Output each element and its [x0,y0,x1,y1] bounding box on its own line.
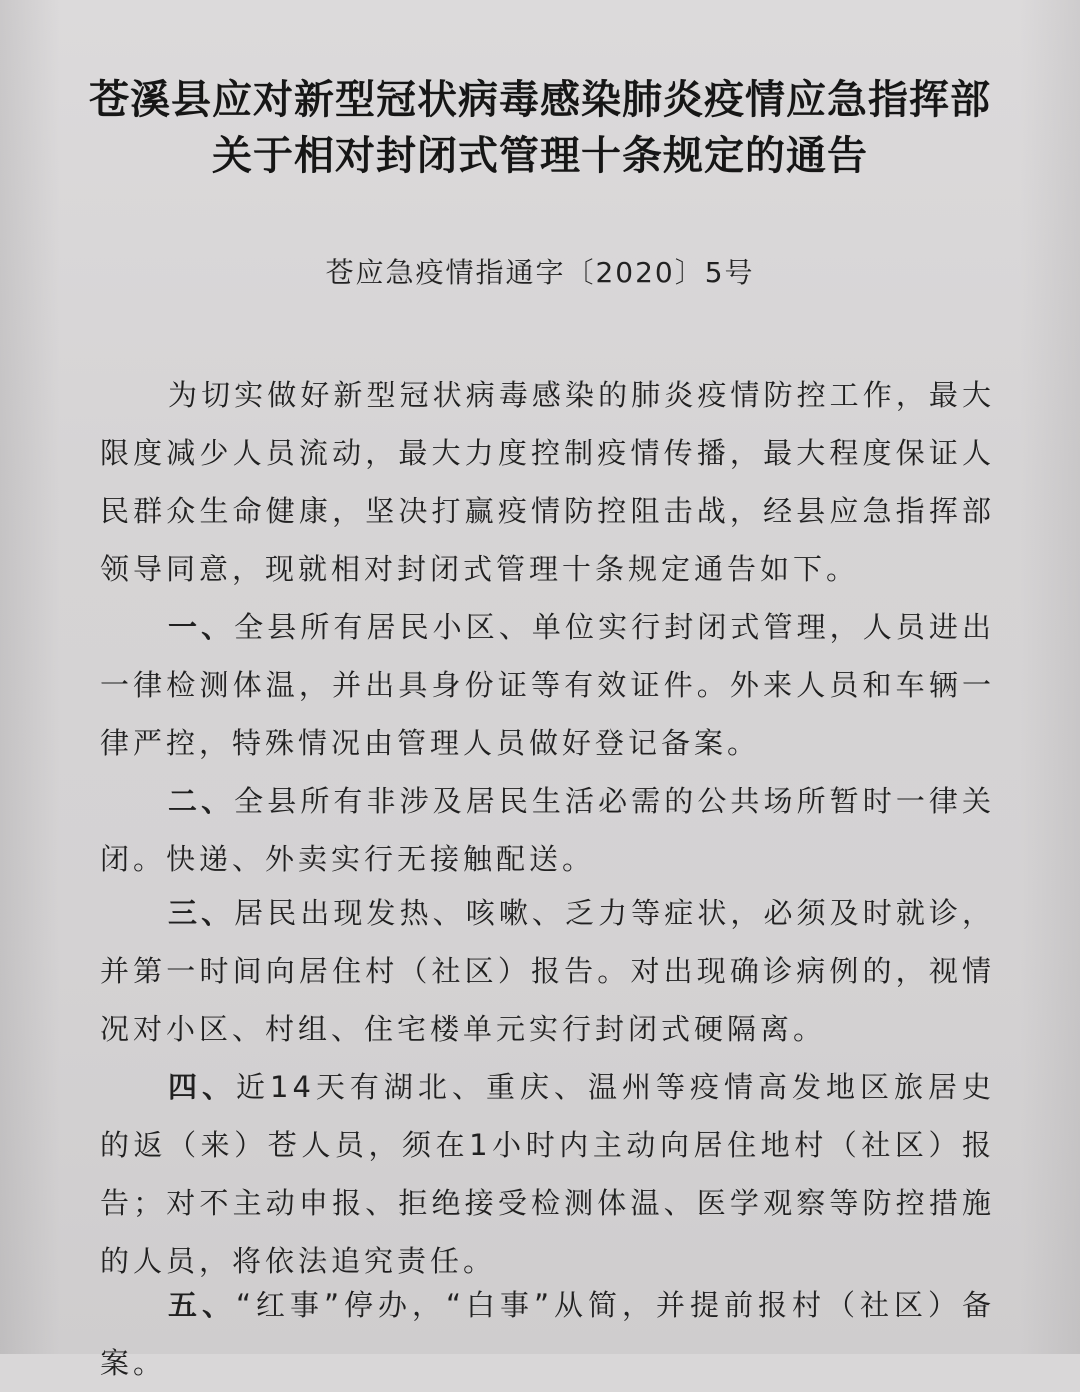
notice-title-line-2: 关于相对封闭式管理十条规定的通告 [212,132,868,179]
regulation-item-1 [100,598,995,772]
regulation-text: 全县所有居民小区、单位实行封闭式管理，人员进出一律检测体温，并出具身份证等有效证件。外来人员和车辆一律严控，特殊情况由管理人员做好登记备案。 [100,610,995,760]
notice-title-line-1: 苍溪县应对新型冠状病毒感染肺炎疫情应急指挥部 [89,76,991,123]
page-shadow-left [0,0,60,1354]
regulation-item-2 [100,772,995,888]
regulation-item-5 [100,1276,995,1392]
page-shadow-right [1020,0,1080,1354]
regulation-item-3 [100,884,995,1058]
regulation-number: 四、 [168,1070,237,1104]
regulation-number: 五、 [168,1288,236,1322]
regulation-text: 居民出现发热、咳嗽、乏力等症状，必须及时就诊，并第一时间向居住村（社区）报告。对出现确诊病例的，视情况对小区、村组、住宅楼单元实行封闭式硬隔离。 [100,896,995,1046]
regulation-number: 三、 [168,896,235,930]
regulation-text: “红事”停办，“白事”从简，并提前报村（社区）备案。 [100,1288,995,1380]
regulation-text: 近14天有湖北、重庆、温州等疫情高发地区旅居史的返（来）苍人员，须在1小时内主动向居住地村（社区）报告；对不主动申报、拒绝接受检测体温、医学观察等防控措施的人员，将依法追究责任。 [100,1070,995,1278]
intro-paragraph: 为切实做好新型冠状病毒感染的肺炎疫情防控工作，最大限度减少人员流动，最大力度控制疫情传播，最大程度保证人民群众生命健康，坚决打赢疫情防控阻击战，经县应急指挥部领导同意，现就相对封闭式管理十条规定通告如下。 [100,378,995,586]
regulation-number: 二、 [168,784,235,818]
regulation-number: 一、 [168,610,235,644]
regulation-text: 全县所有非涉及居民生活必需的公共场所暂时一律关闭。快递、外卖实行无接触配送。 [100,784,995,876]
document-number: 苍应急疫情指通字〔2020〕5号 [325,256,755,289]
regulation-item-4 [100,1058,995,1290]
